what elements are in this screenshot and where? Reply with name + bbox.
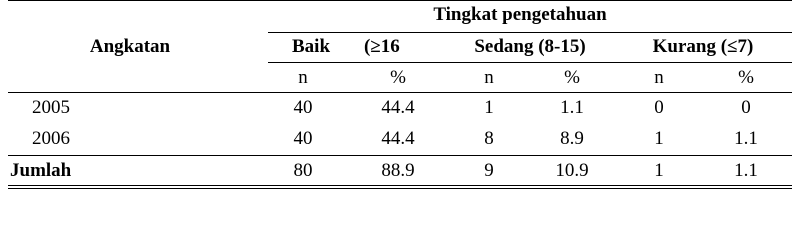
header-bottom-rule [8,92,792,93]
group-header-rule [268,32,792,33]
row-label: 2005 [32,97,70,118]
table-cell: 0 [654,97,664,118]
total-top-rule [8,155,792,156]
top-rule [8,0,792,1]
row-label: 2006 [32,128,70,149]
table-cell: 10.9 [555,160,589,181]
category-rule [268,62,792,63]
category-sedang: Sedang (8-15) [474,36,586,57]
group-header: Tingkat pengetahuan [433,4,607,25]
table-cell: 9 [484,160,494,181]
subheader-pct-baik: % [390,67,406,88]
table-cell: 40 [293,97,313,118]
total-label: Jumlah [10,160,72,181]
subheader-n-sedang: n [484,67,494,88]
bottom-rule-2 [8,188,792,189]
subheader-n-baik: n [298,67,308,88]
subheader-n-kurang: n [654,67,664,88]
table-cell: 0 [741,97,751,118]
table-cell: 80 [293,160,313,181]
category-baik-range: (≥16 [364,36,400,57]
table-cell: 44.4 [381,97,415,118]
table-cell: 1.1 [560,97,584,118]
table-cell: 8.9 [560,128,584,149]
table-cell: 8 [484,128,494,149]
table-cell: 1.1 [734,128,758,149]
table-cell: 1.1 [734,160,758,181]
subheader-pct-sedang: % [564,67,580,88]
table-cell: 1 [484,97,494,118]
row-header: Angkatan [89,36,171,57]
table-cell: 44.4 [381,128,415,149]
bottom-rule-1 [8,185,792,186]
table-cell: 1 [654,128,664,149]
table-cell: 1 [654,160,664,181]
table-cell: 40 [293,128,313,149]
category-kurang: Kurang (≤7) [652,36,754,57]
table-cell: 88.9 [381,160,415,181]
category-baik-label: Baik [292,36,331,57]
subheader-pct-kurang: % [738,67,754,88]
